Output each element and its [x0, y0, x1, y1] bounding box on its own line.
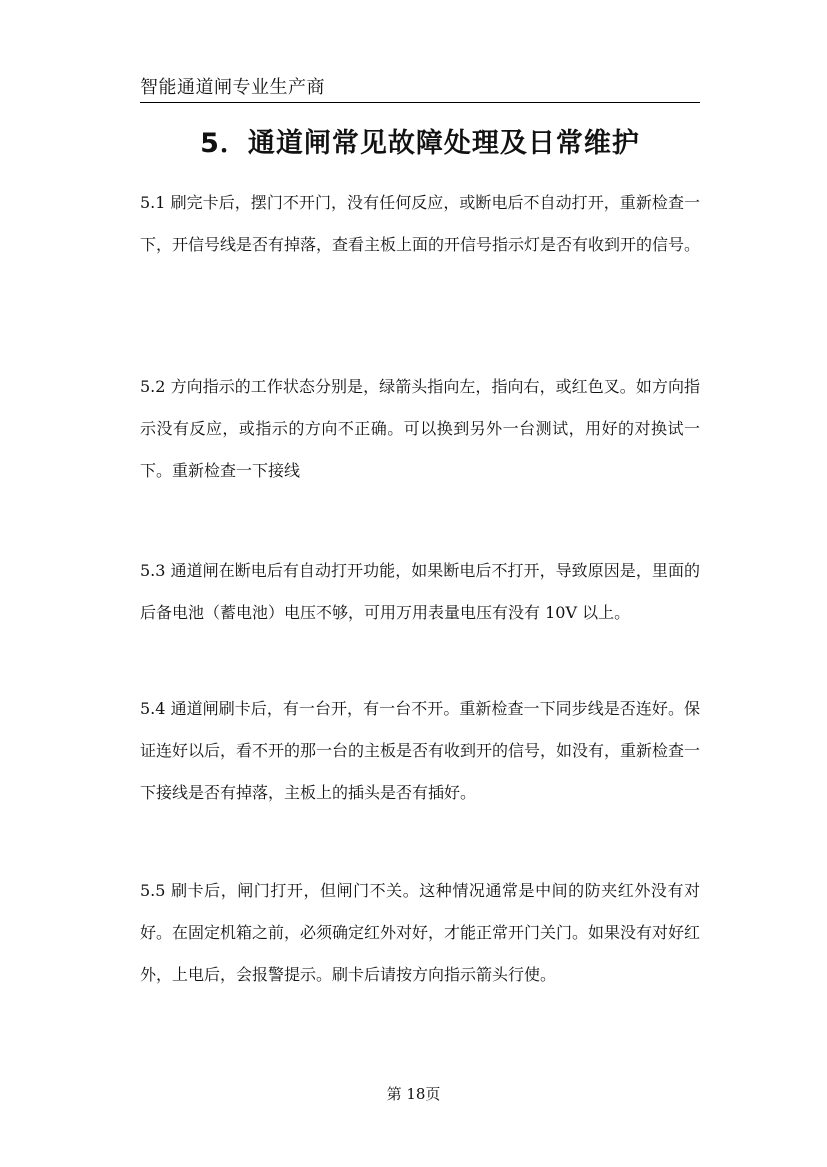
header-title: 智能通道闸专业生产商 [140, 77, 325, 98]
paragraph-5-2: 5.2 方向指示的工作状态分别是，绿箭头指向左，指向右，或红色叉。如方向指示没有反应，或指示的方向不正确。可以换到另外一台测试，用好的对换试一下。重新检查一下接线 [140, 377, 700, 480]
chapter-title: 5．通道闸常见故障处理及日常维护 [200, 128, 640, 159]
paragraph-5-5: 5.5 刷卡后，闸门打开，但闸门不关。这种情况通常是中间的防夹红外没有对好。在固定机箱之前，必须确定红外对好，才能正常开门关门。如果没有对好红外，上电后，会报警提示。刷卡后请按方向指示箭头行使。 [140, 881, 701, 984]
page-number: 第 18页 [386, 1085, 441, 1103]
page-header [140, 74, 700, 103]
paragraph-5-3: 5.3 通道闸在断电后有自动打开功能，如果断电后不打开，导致原因是，里面的后备电池（蓄电池）电压不够，可用万用表量电压有没有 10V 以上。 [140, 561, 700, 622]
paragraph-5-1: 5.1 刷完卡后，摆门不开门，没有任何反应，或断电后不自动打开，重新检查一下，开信号线是否有掉落，查看主板上面的开信号指示灯是否有收到开的信号。 [140, 193, 701, 254]
paragraph-5-4: 5.4 通道闸刷卡后，有一台开，有一台不开。重新检查一下同步线是否连好。保证连好以后，看不开的那一台的主板是否有收到开的信号，如没有，重新检查一下接线是否有掉落，主板上的插头是否有插好。 [140, 699, 701, 802]
